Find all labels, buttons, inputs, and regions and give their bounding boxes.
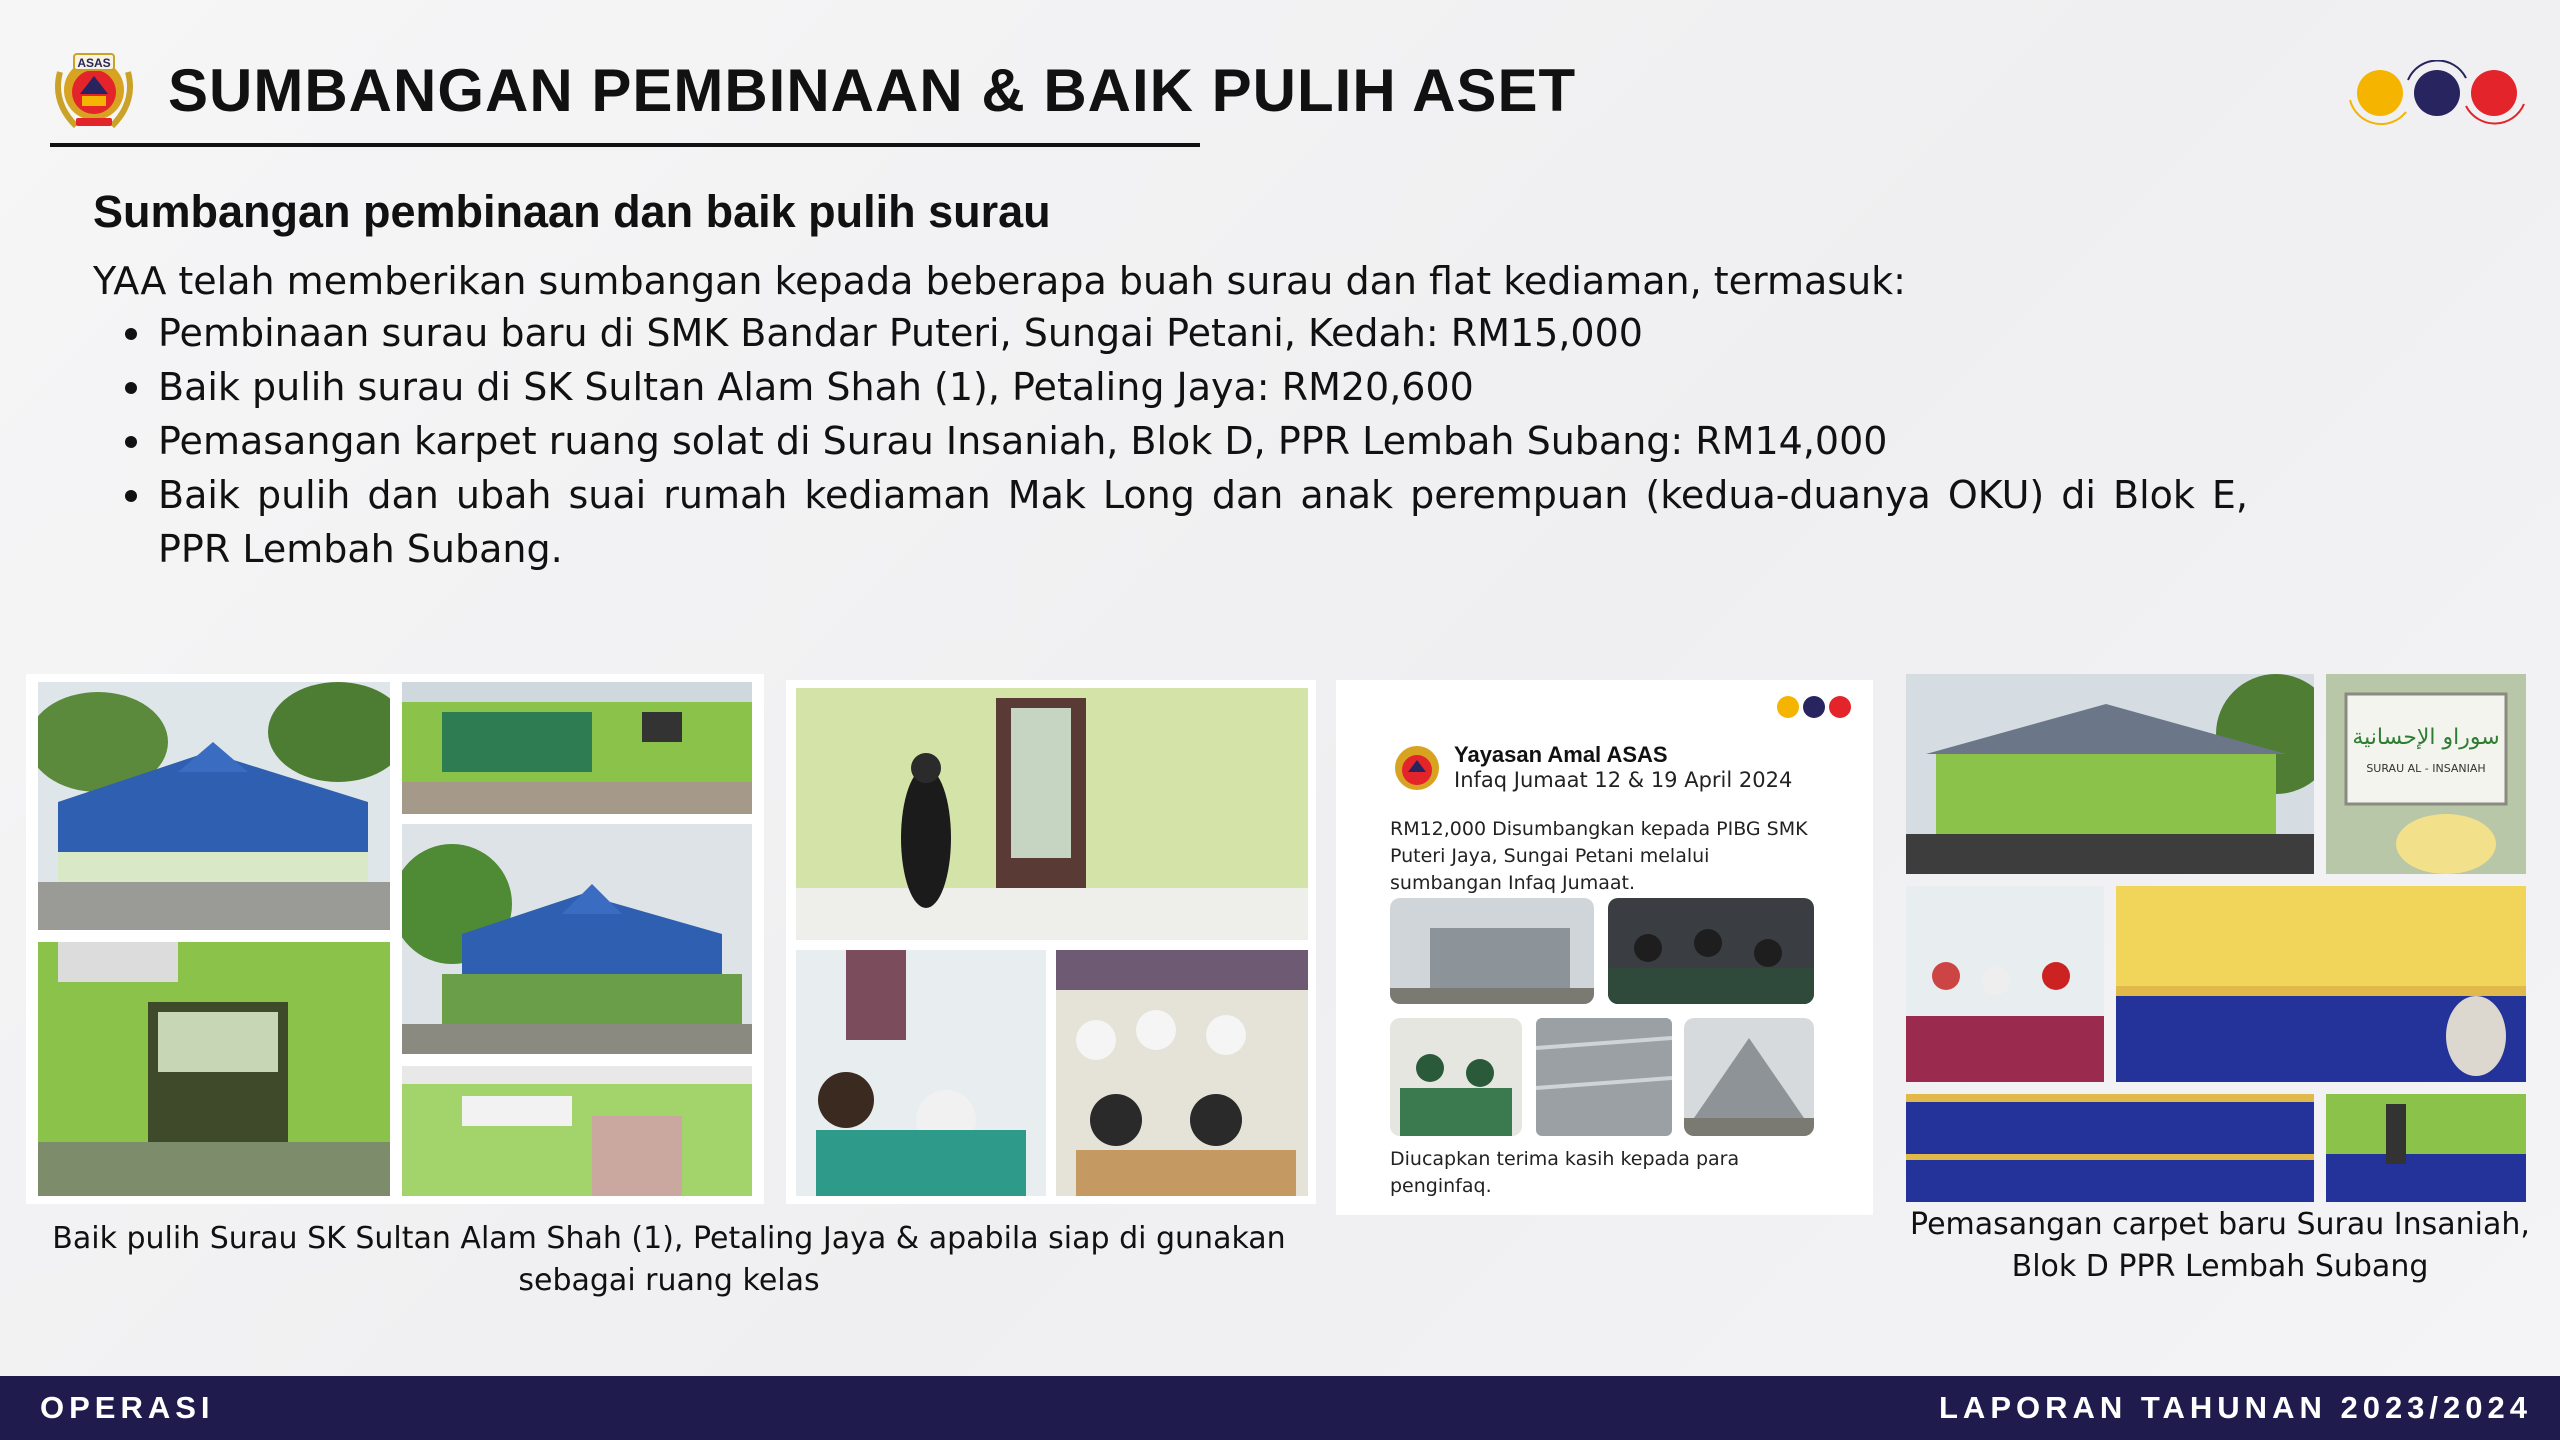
photo-carpet-rows — [1906, 1094, 2314, 1202]
flyer-org-name: Yayasan Amal ASAS — [1454, 742, 1668, 767]
svg-text:ASAS: ASAS — [77, 56, 111, 70]
intro-paragraph: YAA telah memberikan sumbangan kepada beberapa buah surau dan flat kediaman, termasuk: — [93, 259, 1906, 303]
photo-students-classroom — [1056, 950, 1308, 1196]
collage-classroom — [786, 680, 1316, 1204]
flyer-logo — [1388, 738, 1446, 796]
photo-new-carpet — [2116, 886, 2526, 1082]
photo-students-reading — [796, 950, 1046, 1196]
photo-surau-roof — [38, 682, 390, 930]
footer-report-title: LAPORAN TAHUNAN 2023/2024 — [1939, 1390, 2532, 1425]
photo-renovated-room — [796, 688, 1308, 940]
photo-surau-side — [402, 824, 752, 1054]
flyer-photo-facade — [1684, 1018, 1814, 1136]
footer-bar — [0, 1376, 2560, 1440]
page-title: SUMBANGAN PEMBINAAN & BAIK PULIH ASET — [168, 57, 1577, 124]
flyer-photo-students — [1390, 1018, 1522, 1136]
photo-surau-signboard — [2326, 674, 2526, 874]
photo-surau-interior-room — [402, 1066, 752, 1196]
contribution-list — [158, 306, 2248, 576]
caption-surau-renovation: Baik pulih Surau SK Sultan Alam Shah (1), Petaling Jaya & apabila siap di gunakan sebagai ruang kelas — [52, 1221, 1286, 1298]
flyer-date: Infaq Jumaat 12 & 19 April 2024 — [1454, 768, 1793, 792]
photo-surau-insaniah — [1906, 674, 2314, 874]
caption-carpet: Pemasangan carpet baru Surau Insaniah, Blok D PPR Lembah Subang — [1910, 1207, 2530, 1284]
flyer-thanks: Diucapkan terima kasih kepada para penginfaq. — [1390, 1148, 1740, 1197]
photo-surau-interior-window — [38, 942, 390, 1196]
collage-surau-renovation — [26, 674, 764, 1204]
footer-section-label: OPERASI — [40, 1390, 215, 1425]
photo-congregation — [1906, 886, 2104, 1082]
title-underline — [50, 143, 1200, 147]
flyer-photo-roof — [1536, 1018, 1672, 1136]
asas-logo — [46, 42, 142, 138]
svg-text:SURAU AL - INSANIAH: SURAU AL - INSANIAH — [2366, 762, 2486, 775]
brand-dots — [2342, 60, 2532, 126]
flyer-description: RM12,000 Disumbangkan kepada PIBG SMK Puteri Jaya, Sungai Petani melalui sumbangan Infaq Jumaat. — [1390, 818, 1808, 894]
list-item: Baik pulih surau di SK Sultan Alam Shah (1), Petaling Jaya: RM20,600 — [158, 360, 2248, 414]
list-item: Pemasangan karpet ruang solat di Surau Insaniah, Blok D, PPR Lembah Subang: RM14,000 — [158, 414, 2248, 468]
photo-surau-wall-green — [402, 682, 752, 814]
flyer-photo-assembly — [1608, 898, 1814, 1004]
flyer-photo-building — [1390, 898, 1594, 1004]
infaq-flyer — [1336, 680, 1873, 1215]
list-item: Baik pulih dan ubah suai rumah kediaman Mak Long dan anak perempuan (kedua-duanya OKU) di Blok E, PPR Lembah Subang. — [158, 468, 2248, 576]
list-item: Pembinaan surau baru di SMK Bandar Puteri, Sungai Petani, Kedah: RM15,000 — [158, 306, 2248, 360]
flyer-dots — [1773, 696, 1851, 722]
section-subheading: Sumbangan pembinaan dan baik pulih surau — [93, 186, 1051, 237]
svg-text:سوراو الإحسانية: سوراو الإحسانية — [2352, 725, 2500, 750]
photo-carpet-hall — [2326, 1094, 2526, 1202]
collage-carpet — [1898, 668, 2534, 1208]
